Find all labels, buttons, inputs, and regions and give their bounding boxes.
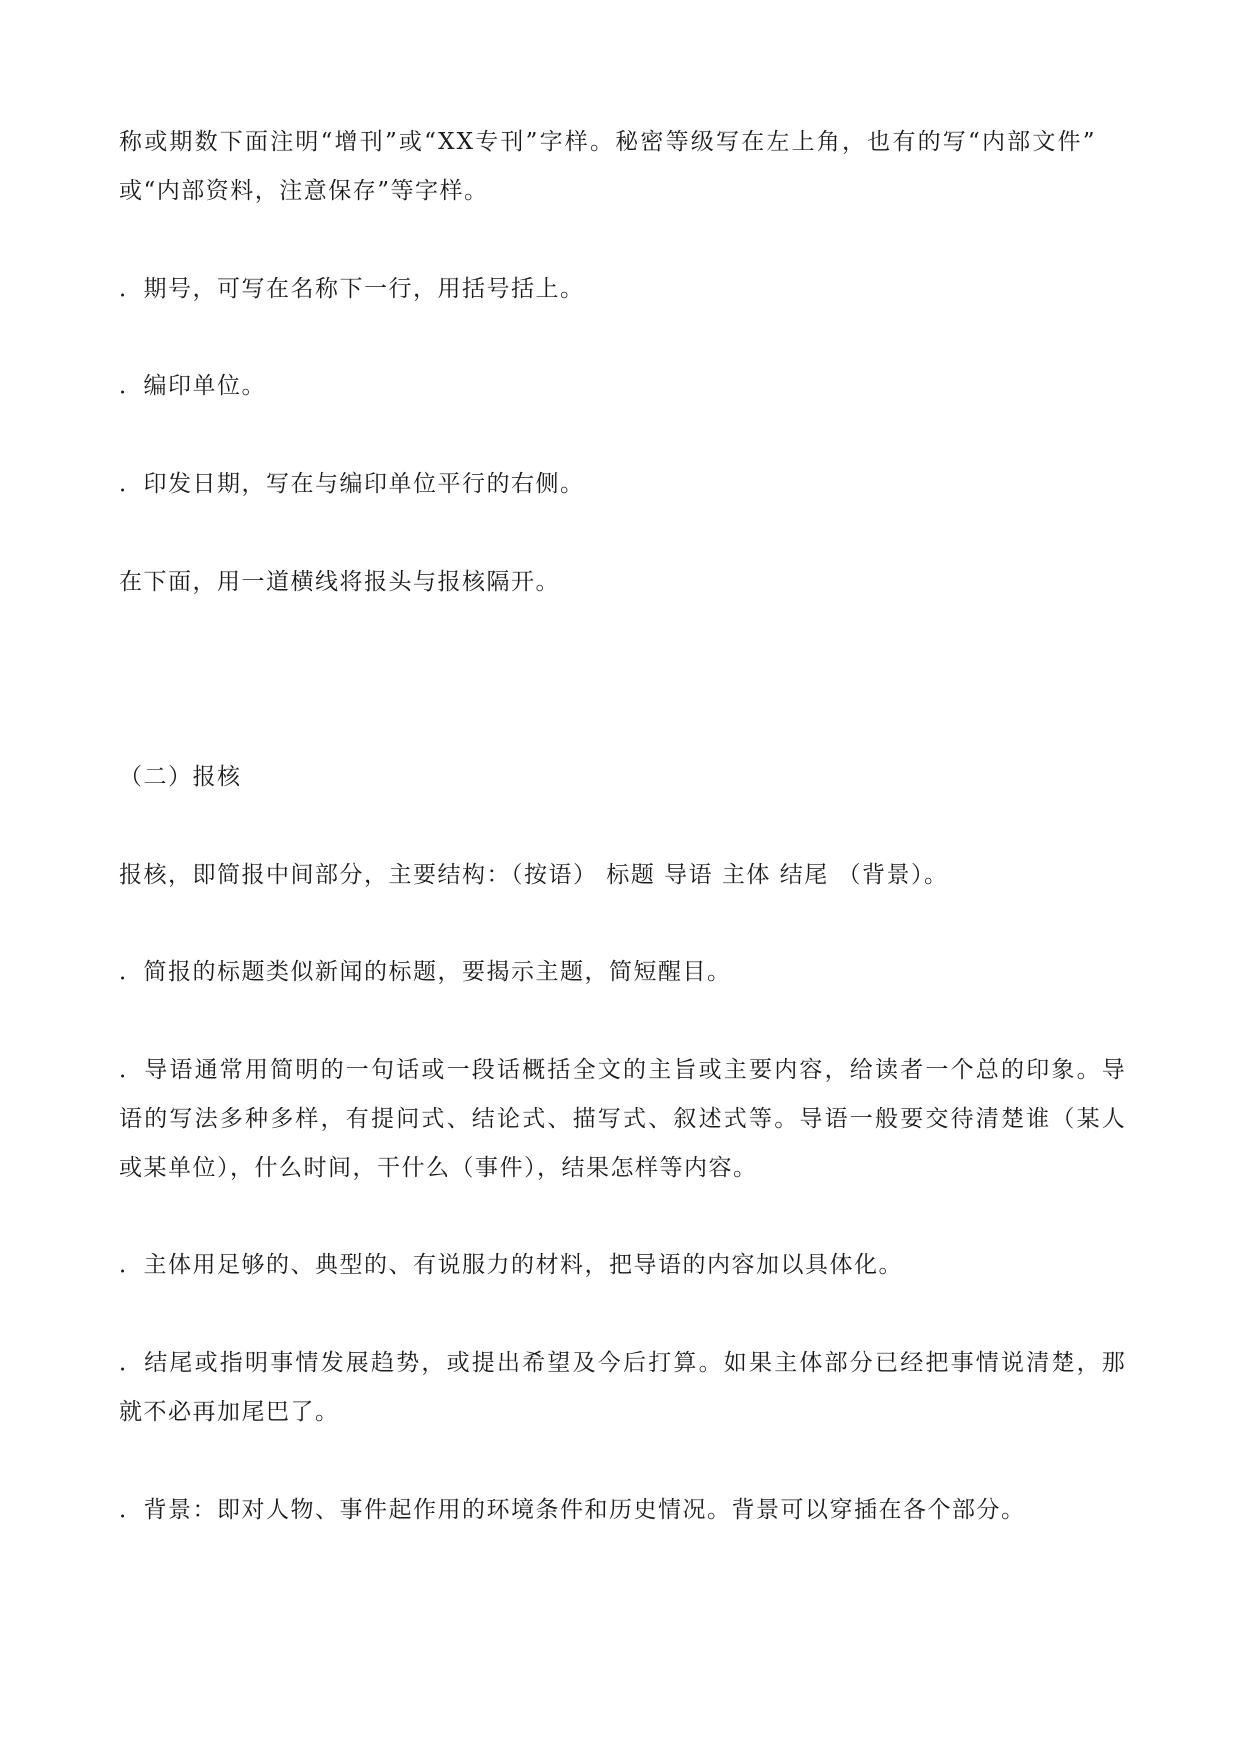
item-title: ．简报的标题类似新闻的标题，要揭示主题，简短醒目。 xyxy=(119,959,732,985)
paragraph-masthead-line-2: 或“内部资料，注意保存”等字样。 xyxy=(119,178,489,204)
item-editing-unit: ．编印单位。 xyxy=(119,373,266,399)
item-lead-line-1: ．导语通常用简明的一句话或一段话概括全文的主旨或主要内容，给读者一个总的印象。导 xyxy=(119,1057,1127,1083)
item-lead-line-3: 或某单位），什么时间，干什么（事件），结果怎样等内容。 xyxy=(119,1155,758,1181)
paragraph-masthead-line-1: 称或期数下面注明“增刊”或“XX专刊”字样。秘密等级写在左上角，也有的写“内部文件” xyxy=(119,129,1097,155)
item-issue-number: ．期号，可写在名称下一行，用括号括上。 xyxy=(119,276,585,302)
item-ending-line-1: ．结尾或指明事情发展趋势，或提出希望及今后打算。如果主体部分已经把事情说清楚，那 xyxy=(119,1350,1127,1376)
paragraph-body-structure: 报核，即简报中间部分，主要结构：（按语） 标题 导语 主体 结尾 （背景）。 xyxy=(119,862,949,888)
item-ending-line-2: 就不必再加尾巴了。 xyxy=(119,1399,340,1425)
item-background: ．背景：即对人物、事件起作用的环境条件和历史情况。背景可以穿插在各个部分。 xyxy=(119,1497,1026,1523)
item-issue-date: ．印发日期，写在与编印单位平行的右侧。 xyxy=(119,471,585,497)
item-main-body: ．主体用足够的、典型的、有说服力的材料，把导语的内容加以具体化。 xyxy=(119,1252,903,1278)
paragraph-separator-line: 在下面，用一道横线将报头与报核隔开。 xyxy=(119,569,560,595)
item-lead-line-2: 语的写法多种多样，有提问式、结论式、描写式、叙述式等。导语一般要交待清楚谁（某人 xyxy=(119,1106,1127,1132)
section-heading: （二）报核 xyxy=(119,764,242,790)
